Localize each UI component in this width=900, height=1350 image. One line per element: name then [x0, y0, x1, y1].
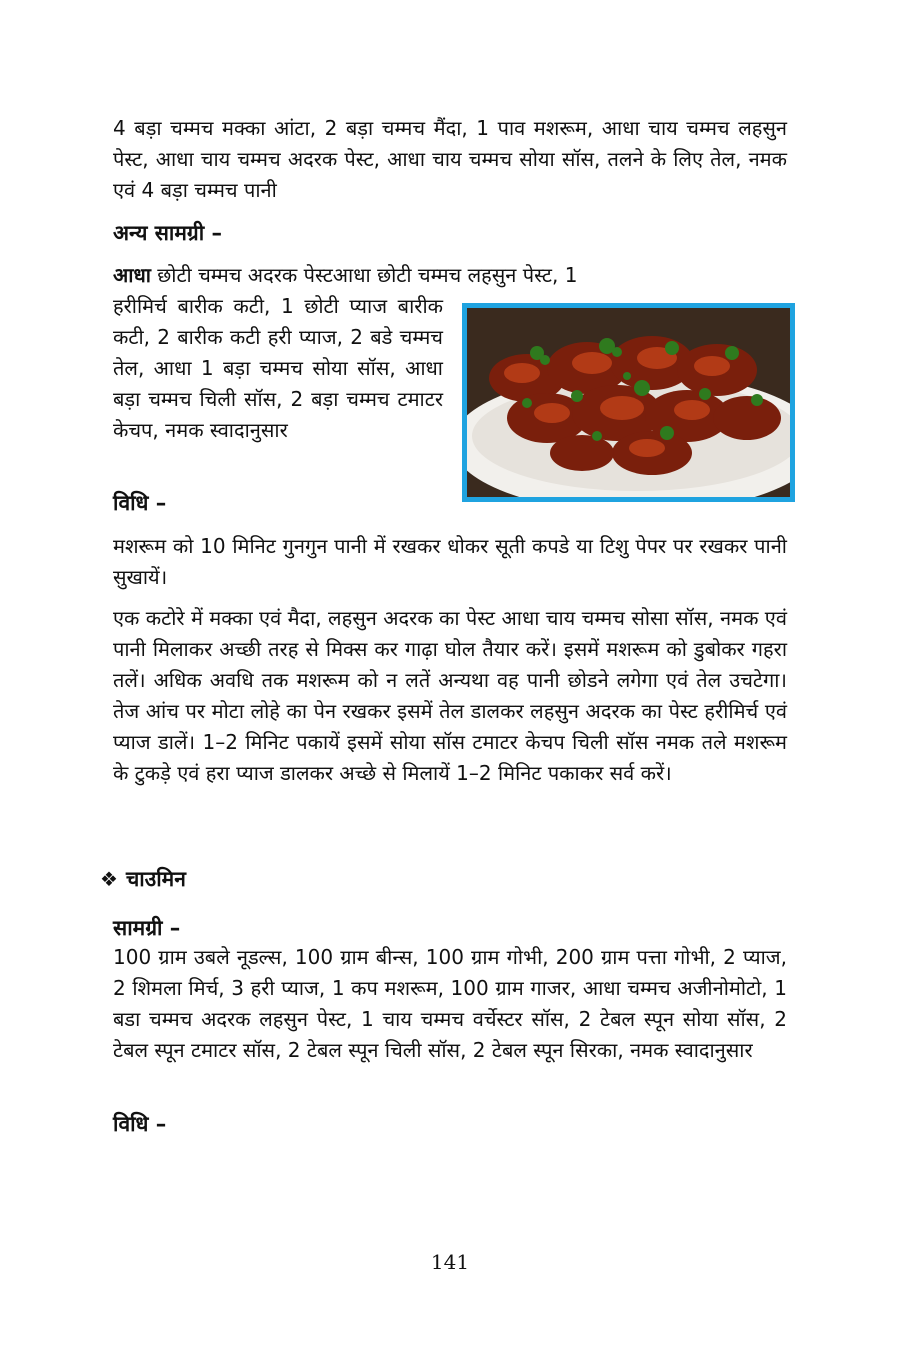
method-step-2: एक कटोरे में मक्का एवं मैदा, लहसुन अदरक का पेस्ट आधा चाय चम्मच सोसा सॉस, नमक एवं पानी मिलाकर अच्छी तरह से मिक्स कर गाढ़ा घोल तैयार करें। इसमें मशरूम को डुबोकर गहरा तलें। अधिक अवधि तक मशरूम को न लतें अन्यथा वह पानी छोडने लगेगा एवं तेल उचटेगा। तेज आंच पर मोटा लोहे का पेन रखकर इसमें तेल डालकर लहसुन अदरक का पेस्ट हरीमिर्च एवं प्याज डालें। 1–2 मिनिट पकायें इसमें सोया सॉस टमाटर केचप चिली सॉस नमक तले मशरूम के टुकड़े एवं हरा प्याज डालकर अच्छे से मिलायें 1–2 मिनिट पकाकर सर्व करें।: [113, 606, 787, 785]
method-heading: विधि –: [113, 491, 167, 515]
method-step-1: मशरूम को 10 मिनिट गुनगुन पानी में रखकर धोकर सूती कपडे या टिशु पेपर पर रखकर पानी सुखायें।: [113, 534, 787, 589]
intro-paragraph: 4 बड़ा चम्मच मक्का आंटा, 2 बड़ा चम्मच मैंदा, 1 पाव मशरूम, आधा चाय चम्मच लहसुन पेस्ट, आधा चाय चम्मच अदरक पेस्ट, आधा चाय चम्मच सोया सॉस, तलने के लिए तेल, नमक एवं 4 बड़ा चम्मच पानी: [113, 116, 787, 202]
other-ingredients-first-line: [113, 260, 787, 291]
chilli-mushroom-photo: [462, 303, 795, 502]
diamond-bullet-icon: ❖: [100, 867, 118, 891]
chowmein-method-heading: विधि –: [113, 1112, 167, 1136]
other-ingredients-first-line-text: छोटी चम्मच अदरक पेस्टआधा छोटी चम्मच लहसुन पेस्ट, 1: [150, 263, 578, 287]
food-dish-image: [467, 308, 790, 497]
other-ingredients-heading: अन्य सामग्री –: [113, 221, 223, 245]
chowmein-title: [100, 864, 186, 894]
other-ingredients-lead-word: आधा: [113, 263, 151, 287]
page-number: 141: [430, 1250, 470, 1274]
chowmein-title-text: चाउमिन: [125, 867, 186, 891]
chowmein-ingredients-heading: सामग्री –: [113, 916, 181, 940]
chowmein-ingredients-text: 100 ग्राम उबले नूडल्स, 100 ग्राम बीन्स, 100 ग्राम गोभी, 200 ग्राम पत्ता गोभी, 2 प्याज, 2 शिमला मिर्च, 3 हरी प्याज, 1 कप मशरूम, 100 ग्राम गाजर, आधा चम्मच अजीनोमोटो, 1 बडा चम्मच अदरक लहसुन पेस्ट, 1 चाय चम्मच वर्चेस्टर सॉस, 2 टेबल स्पून सोया सॉस, 2 टेबल स्पून टमाटर सॉस, 2 टेबल स्पून चिली सॉस, 2 टेबल स्पून सिरका, नमक स्वादानुसार: [113, 945, 787, 1062]
other-ingredients-text: हरीमिर्च बारीक कटी, 1 छोटी प्याज बारीक कटी, 2 बारीक कटी हरी प्याज, 2 बडे चम्मच तेल, आधा 1 बड़ा चम्मच सोया सॉस, आधा बड़ा चम्मच चिली सॉस, 2 बड़ा चम्मच टमाटर केचप, नमक स्वादानुसार: [113, 294, 443, 442]
